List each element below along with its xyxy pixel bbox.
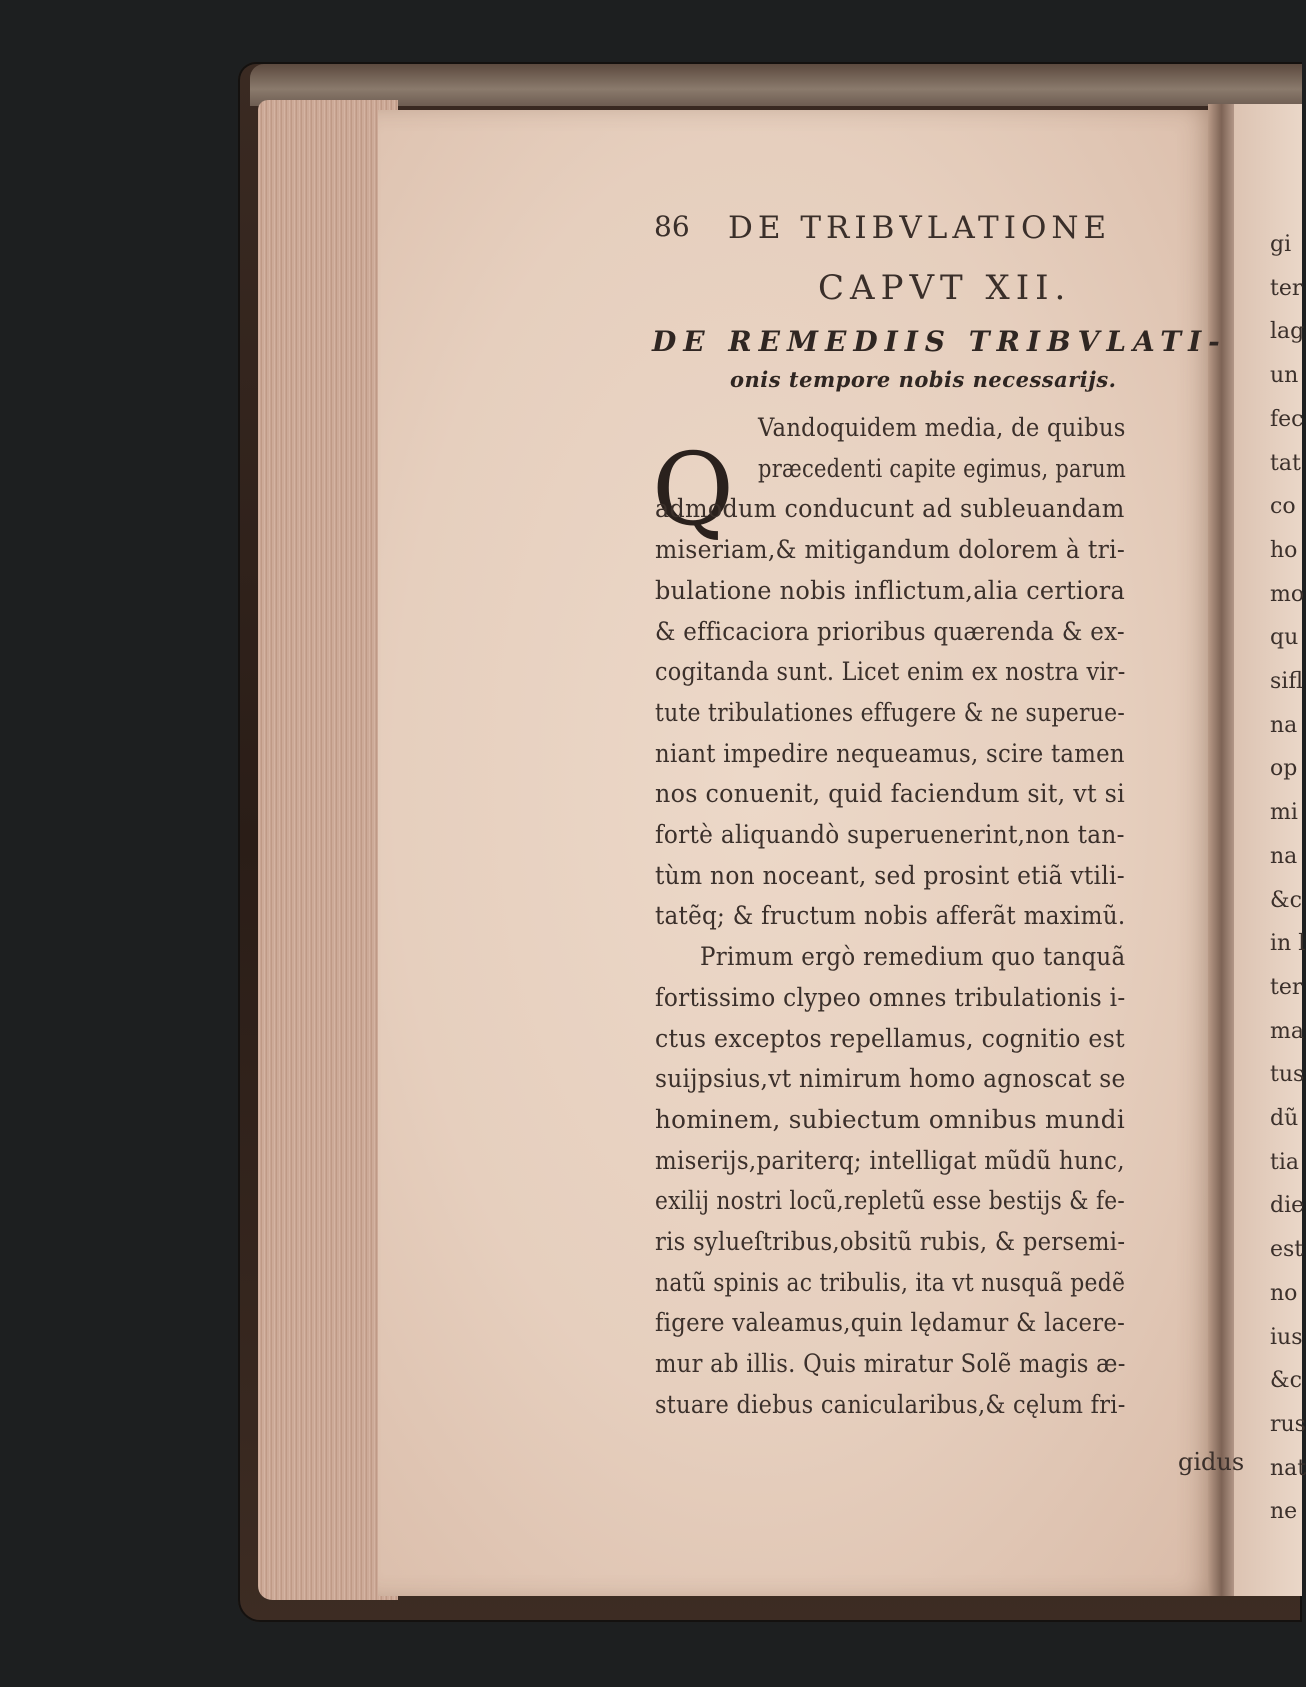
- facing-line-fragment: &c: [1270, 1368, 1302, 1394]
- facing-line-fragment: op: [1270, 756, 1298, 782]
- page-edges: [258, 100, 398, 1600]
- text-line: exilij nostri locũ,repletũ esse bestijs & fe-: [655, 1186, 1125, 1216]
- text-line: mur ab illis. Quis miratur Solẽ magis æ-: [655, 1349, 1126, 1379]
- facing-line-fragment: ho: [1270, 537, 1298, 563]
- book-spine-top: [250, 64, 1302, 106]
- facing-line-fragment: co: [1270, 494, 1296, 520]
- chapter-subtitle-line-2: onis tempore nobis necessarijs.: [730, 367, 1117, 392]
- text-line: bulatione nobis inflictum,alia certiora: [655, 575, 1126, 605]
- page-number: 86: [654, 210, 690, 243]
- facing-line-fragment: qu: [1270, 625, 1299, 651]
- chapter-subtitle-line-1: DE REMEDIIS TRIBVLATI-: [652, 325, 1227, 358]
- facing-line-fragment: na: [1270, 712, 1298, 738]
- text-line: suijpsius,vt nimirum homo agnoscat se: [655, 1064, 1126, 1094]
- running-header: [654, 206, 1134, 258]
- facing-line-fragment: tia: [1270, 1149, 1299, 1175]
- facing-line-fragment: ter: [1270, 275, 1303, 301]
- text-line: nos conuenit, quid faciendum sit, vt si: [655, 779, 1126, 809]
- text-line: tatẽq; & fructum nobis afferãt maximũ.: [655, 901, 1126, 931]
- text-line: hominem, subiectum omnibus mundi: [655, 1104, 1125, 1134]
- text-line: tute tribulationes effugere & ne superue-: [655, 697, 1126, 727]
- drop-capital: Q: [652, 431, 734, 548]
- text-line: fortissimo clypeo omnes tribulationis i-: [655, 982, 1126, 1012]
- text-line: Vandoquidem media, de quibus: [758, 413, 1126, 442]
- text-line: & efficaciora prioribus quærenda & ex-: [655, 616, 1125, 646]
- facing-line-fragment: &c: [1270, 887, 1302, 913]
- facing-line-fragment: dũ: [1270, 1106, 1299, 1131]
- facing-line-fragment: tus: [1270, 1062, 1305, 1088]
- running-title: DE TRIBVLATIONE: [728, 210, 1112, 246]
- facing-line-fragment: fec: [1270, 406, 1304, 432]
- facing-line-fragment: sifl: [1270, 669, 1303, 694]
- text-line: miseriam,& mitigandum dolorem à tri-: [655, 535, 1126, 565]
- facing-line-fragment: est: [1270, 1237, 1304, 1263]
- facing-line-fragment: lag: [1270, 319, 1305, 345]
- text-line: niant impedire nequeamus, scire tamen: [655, 738, 1125, 768]
- text-line: admodum conducunt ad subleuandam: [655, 494, 1125, 524]
- text-line: cogitanda sunt. Licet enim ex nostra vir-: [655, 657, 1126, 687]
- facing-line-fragment: mo: [1270, 581, 1305, 607]
- facing-line-fragment: no: [1270, 1280, 1298, 1306]
- facing-line-fragment: mi: [1270, 800, 1298, 826]
- facing-line-fragment: ter: [1270, 974, 1303, 1000]
- text-line: fortè aliquandò superuenerint,non tan-: [655, 820, 1125, 849]
- facing-line-fragment: ne: [1270, 1499, 1298, 1525]
- facing-line-fragment: un: [1270, 363, 1299, 389]
- text-line: tùm non noceant, sed prosint etiã vtili-: [655, 860, 1125, 890]
- facing-line-fragment: die: [1270, 1193, 1305, 1219]
- facing-line-fragment: in l: [1270, 931, 1306, 957]
- facing-line-fragment: ius: [1270, 1324, 1303, 1350]
- facing-line-fragment: na: [1270, 843, 1298, 869]
- text-line: præcedenti capite egimus, parum: [758, 453, 1127, 483]
- text-line: stuare diebus canicularibus,& cęlum fri-: [655, 1389, 1126, 1419]
- catchword: gidus: [1178, 1448, 1245, 1476]
- facing-line-fragment: nat: [1270, 1455, 1306, 1481]
- text-line: figere valeamus,quin lędamur & lacere-: [655, 1308, 1126, 1338]
- text-line: ris sylueſtribus,obsitũ rubis, & persemi-: [655, 1227, 1126, 1256]
- text-line: natũ spinis ac tribulis, ita vt nusquã pedẽ: [655, 1267, 1126, 1297]
- facing-line-fragment: rus: [1270, 1411, 1306, 1437]
- text-line: Primum ergò remedium quo tanquã: [700, 942, 1126, 972]
- text-line: miserijs,pariterq; intelligat mũdũ hunc,: [655, 1145, 1125, 1175]
- facing-line-fragment: ma: [1270, 1018, 1304, 1044]
- text-line: ctus exceptos repellamus, cognitio est: [655, 1023, 1125, 1053]
- chapter-heading: CAPVT XII.: [818, 268, 1072, 308]
- facing-line-fragment: tat: [1270, 450, 1301, 476]
- facing-line-fragment: gi: [1270, 232, 1292, 257]
